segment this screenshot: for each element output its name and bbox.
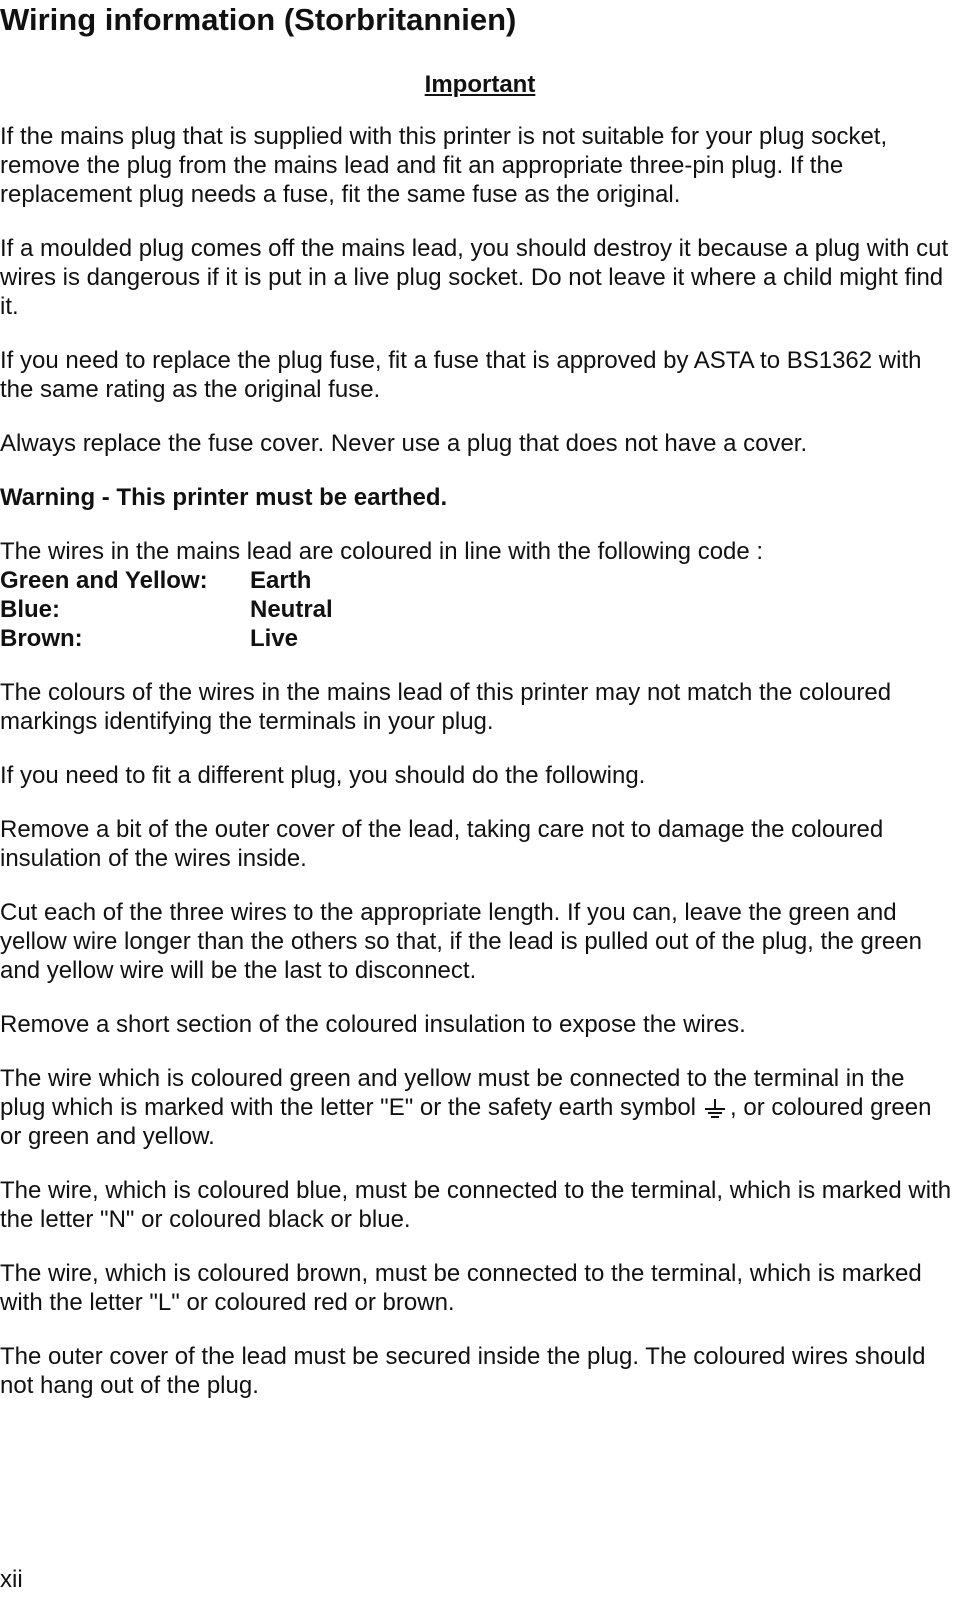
code-meaning: Live [250, 625, 299, 652]
page-title: Wiring information (Storbritannien) [0, 2, 517, 37]
code-meaning: Earth [250, 567, 312, 594]
paragraph-plug-unsuitable: If the mains plug that is supplied with this printer is not suitable for your plug socket, remove the plug from the mains lead and fit an appropriate three-pin plug. If the replacement plug needs a fuse, fit the same fuse as the original. [0, 123, 888, 208]
paragraph-remove-outer-cover: Remove a bit of the outer cover of the lead, taking care not to damage the coloured insulation of the wires inside. [0, 816, 884, 872]
earth-wire-text-a: The wire which is coloured green and yellow must be connected to the terminal in the plug which is marked with the letter "E" or the safety earth symbol [0, 1065, 905, 1121]
code-colour: Green and Yellow: [0, 567, 208, 594]
code-colour: Brown: [0, 625, 83, 652]
paragraph-cut-wires: Cut each of the three wires to the appropriate length. If you can, leave the green and yellow wire longer than the others so that, if the lead is pulled out of the plug, the green and yellow wire will be the last to disconnect. [0, 899, 922, 984]
earth-wire-text-b: , or coloured green or green and yellow. [0, 1094, 932, 1150]
paragraph-expose-wires: Remove a short section of the coloured insulation to expose the wires. [0, 1011, 746, 1038]
paragraph-live-wire: The wire, which is coloured brown, must be connected to the terminal, which is marked with the letter "L" or coloured red or brown. [0, 1260, 922, 1316]
page-number: xii [0, 1566, 23, 1593]
code-row-earth [0, 566, 955, 595]
code-meaning: Neutral [250, 596, 333, 623]
code-row-live [0, 624, 955, 653]
earth-ground-icon [700, 1093, 730, 1122]
important-heading: Important [424, 71, 536, 98]
document-body [0, 122, 955, 1425]
paragraph-fuse-cover: Always replace the fuse cover. Never use a plug that does not have a cover. [0, 430, 808, 457]
paragraph-outer-cover-secured: The outer cover of the lead must be secured inside the plug. The coloured wires should not hang out of the plug. [0, 1343, 926, 1399]
paragraph-colours-mismatch: The colours of the wires in the mains lead of this printer may not match the coloured markings identifying the terminals in your plug. [0, 679, 892, 735]
code-intro: The wires in the mains lead are coloured in line with the following code : [0, 538, 764, 565]
paragraph-fit-different-plug: If you need to fit a different plug, you should do the following. [0, 762, 646, 789]
code-row-neutral [0, 595, 955, 624]
code-colour: Blue: [0, 596, 60, 623]
wire-colour-code [0, 537, 955, 653]
paragraph-moulded-plug: If a moulded plug comes off the mains lead, you should destroy it because a plug with cut wires is dangerous if it is put in a live plug socket. Do not leave it where a child might find it. [0, 235, 949, 320]
paragraph-earth-wire [0, 1064, 955, 1151]
warning-earthed: Warning - This printer must be earthed. [0, 484, 448, 511]
paragraph-replace-fuse: If you need to replace the plug fuse, fit a fuse that is approved by ASTA to BS1362 with the same rating as the original fuse. [0, 347, 922, 403]
paragraph-neutral-wire: The wire, which is coloured blue, must be connected to the terminal, which is marked with the letter "N" or coloured black or blue. [0, 1177, 952, 1233]
